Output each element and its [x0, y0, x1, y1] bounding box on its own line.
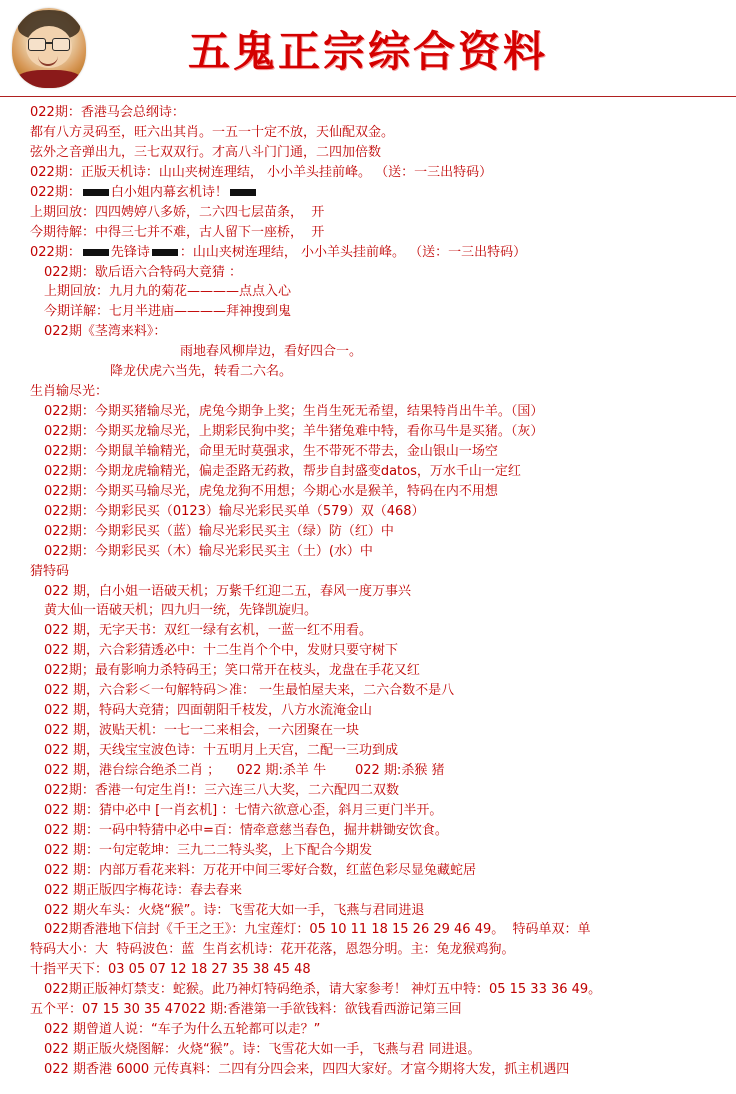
content-line: 特码大小：大 特码波色：蓝 生肖玄机诗：花开花落，恩怨分明。主：兔龙猴鸡狗。	[30, 942, 515, 958]
content-line: 今期详解：七月半进庙————拜神搜到鬼	[44, 304, 292, 320]
content-line: 022 期，六合彩＜一句解特码＞准： 一生最怕屋夫来，二六合数不是八	[44, 683, 455, 699]
content-line: 弦外之音弹出九，三七双双行。才高八斗门门通，二四加倍数	[30, 144, 382, 160]
content-body	[0, 97, 736, 1094]
content-line: 022 期香港 6000 元传真料：二四有分四会来，四四大家好。才富今期将大发，抓主机遇四	[44, 1062, 570, 1077]
content-line: 上期回放：四四娉婷八多娇，二六四七层苗条， 开	[30, 204, 325, 220]
content-line: 022 期火车头：火烧“猴”。诗：飞雪花大如一手，飞燕与君同进退	[44, 902, 425, 918]
content-line: 022期：香港马会总纲诗：	[30, 105, 185, 120]
content-line: 022 期：一码中特猜中必中=百：情牵意慈当春色，掘井耕锄安饮食。	[44, 822, 448, 838]
content-line: 022 期，天线宝宝波色诗：十五明月上天宫，二配一三功到成	[44, 743, 398, 758]
content-line: 022期：香港一句定生肖!：三六连三八大奖，二六配四二双数	[44, 782, 400, 798]
content-line: 雨地春风柳岸边，看好四合一。	[180, 344, 363, 360]
content-line: 都有八方灵码至，旺六出其肖。一五一十定不放，天仙配双金。	[30, 124, 395, 140]
content-line: 022期： 白小姐内幕玄机诗！	[10, 183, 726, 203]
content-line: 022 期：猜中必中 [一肖玄机] ：七情六欲意心歪，斜月三更门半开。	[44, 802, 443, 818]
content-line: 022期：今期龙虎输精光，偏走歪路无药救，帮步自封盛变datos，万水千山一定红	[44, 463, 521, 479]
page-header	[0, 0, 736, 97]
content-line: 022 期：内部万看花来料：万花开中间三零好合数，红蓝色彩尽显兔藏蛇居	[44, 862, 476, 878]
content-line: 022 期，六合彩猜透必中：十二生肖个个中，发财只要守树下	[44, 643, 398, 659]
content-line: 022 期正版火烧图解：火烧“猴”。诗：飞雪花大如一手，飞燕与君 同进退。	[44, 1042, 481, 1058]
black-bar-decoration	[83, 189, 109, 196]
content-line: 022期正版神灯禁支：蛇猴。此乃神灯特码绝杀，请大家参考！ 神灯五中特：05 15 33 36 49。	[44, 982, 602, 998]
content-line: 猜特码	[30, 563, 70, 579]
content-line: 今期待解：中得三七并不难，古人留下一座桥， 开	[30, 224, 325, 240]
content-line: 022期：今期买马输尽光，虎兔龙狗不用想；今期心水是猴羊，特码在内不用想	[44, 483, 498, 499]
content-line: 022 期，特码大竞猜；四面朝阳千枝发，八方水流淹金山	[44, 703, 372, 719]
content-line: 022 期正版四字梅花诗：春去春来	[44, 882, 242, 898]
black-bar-decoration	[83, 249, 109, 256]
content-line: 上期回放：九月九的菊花————点点入心	[44, 284, 292, 300]
content-line: 022期：今期彩民买（蓝）输尽光彩民买主（绿）防（红）中	[44, 523, 394, 539]
content-line: 022 期，波贴天机：一七一二来相会，一六团聚在一块	[44, 723, 359, 739]
content-line: 生肖输尽光：	[30, 384, 109, 400]
content-line: 022期：正版天机诗：山山夹树连理结， 小小羊头挂前峰。 （送：一三出特码）	[30, 164, 493, 180]
content-line: 022 期，无字天书：双红一绿有玄机，一蓝一红不用看。	[44, 623, 372, 639]
content-line: 022 期曾道人说：“车子为什么五轮都可以走？”	[44, 1022, 321, 1038]
content-line: 022期：今期买龙输尽光，上期彩民狗中奖；羊牛猪兔难中特，看你马牛是买猪。（灰）	[44, 424, 544, 439]
content-line: 022 期：一句定乾坤：三九二二特头奖，上下配合今期发	[44, 842, 372, 858]
content-line: 十指平天下：03 05 07 12 18 27 35 38 45 48	[30, 962, 311, 978]
content-line: 五个平：07 15 30 35 47022 期:香港第一手欲钱料：欲钱看西游记第三回	[30, 1002, 462, 1018]
content-line: 022期：今期彩民买（0123）输尽光彩民买单（579）双（468）	[44, 503, 425, 519]
content-line: 022期：歇后语六合特码大竟猜 ：	[44, 264, 242, 280]
black-bar-decoration	[230, 189, 256, 196]
content-line: 022期：今期鼠羊输精光，命里无时莫强求，生不带死不带去，金山银山一场空	[44, 443, 498, 459]
page-title: 五鬼正宗综合资料	[187, 27, 548, 76]
content-line: 022 期，白小姐一语破天机；万紫千红迎二五，春风一度万事兴	[44, 583, 411, 599]
content-line: 022期《茎湾来料》：	[44, 324, 167, 340]
content-line: 022期： 先锋诗 ：山山夹树连理结， 小小羊头挂前峰。 （送：一三出特码）	[30, 244, 527, 260]
content-line: 022期；最有影响力杀特码王；笑口常开在枝头，龙盘在手花又红	[44, 663, 420, 679]
black-bar-decoration	[152, 249, 178, 256]
content-line: 黄大仙一语破天机；四九归一统，先锋凯旋归。	[44, 603, 318, 619]
content-line: 022期香港地下信封《千王之王》：九宝莲灯：05 10 11 18 15 26 29 46 49。 特码单双：单	[44, 922, 591, 938]
content-line: 022 期，港台综合绝杀二肖 ； 022 期:杀羊 牛 022 期:杀猴 猪	[44, 762, 445, 778]
content-line: 022期：今期彩民买（木）输尽光彩民买主（土）(水）中	[44, 543, 373, 559]
content-line: 022期：今期买猪输尽光，虎兔今期争上奖；生肖生死无希望，结果特肖出牛羊。（国）	[44, 404, 544, 420]
content-line: 降龙伏虎六当先，转看二六名。	[110, 364, 293, 380]
